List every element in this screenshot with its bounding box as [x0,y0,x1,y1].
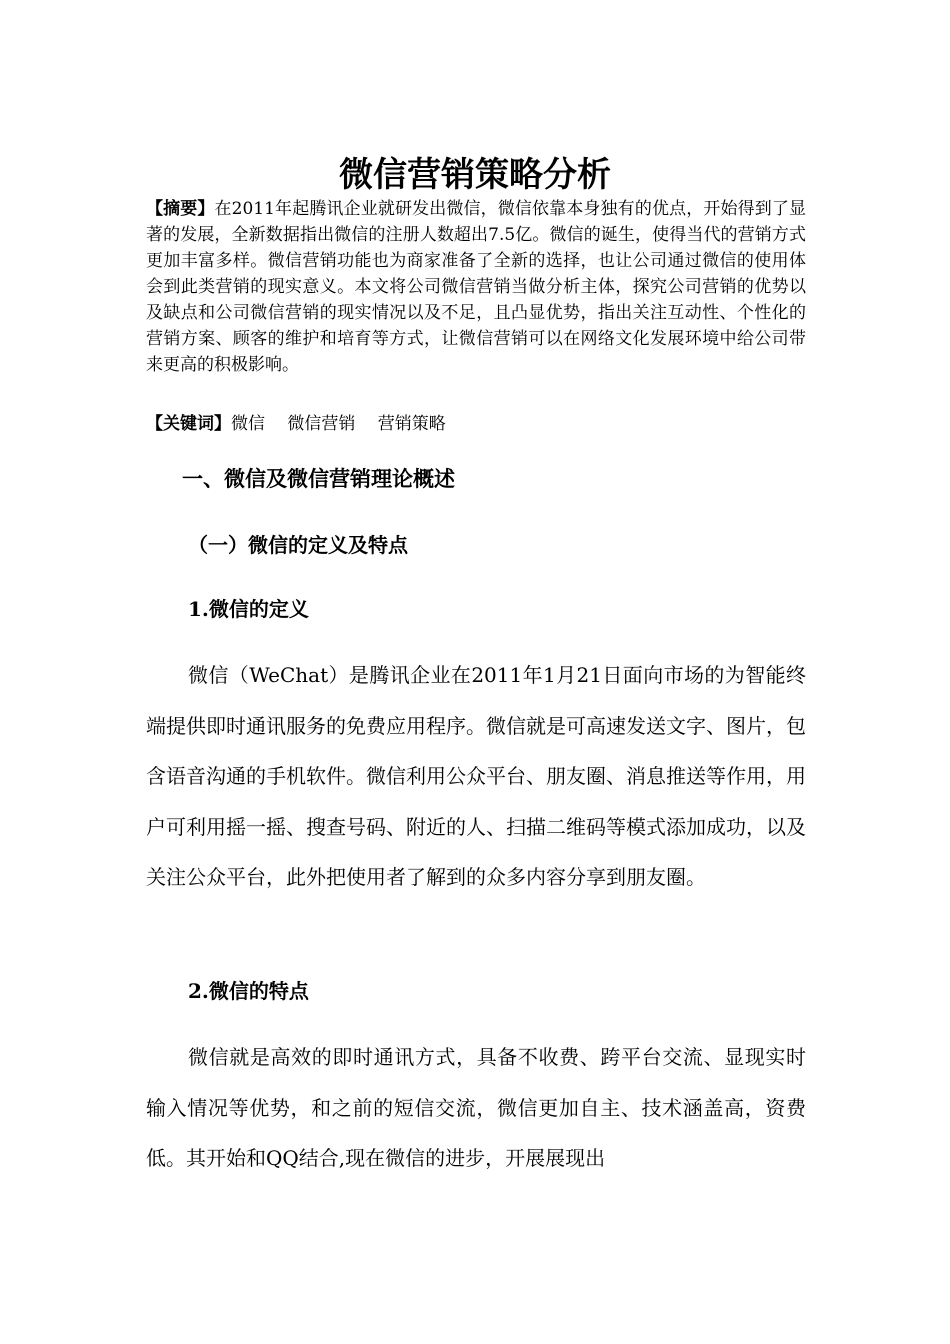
item-heading-features: 2.微信的特点 [188,979,309,1003]
features-paragraph: 微信就是高效的即时通讯方式，具备不收费、跨平台交流、显现实时输入情况等优势，和之前的短信交流，微信更加自主、技术涵盖高，资费低。其开始和QQ结合,现在微信的进步，开展展现出 [146,1045,806,1170]
abstract-text: 在2011年起腾讯企业就研发出微信，微信依靠本身独有的优点，开始得到了显著的发展，全新数据指出微信的注册人数超出7.5亿。微信的诞生，使得当代的营销方式更加丰富多样。微信营销功能也为商家准备了全新的选择，也让公司通过微信的使用体会到此类营销的现实意义。本文将公司微信营销当做分析主体，探究公司营销的优势以及缺点和公司微信营销的现实情况以及不足，且凸显优势，指出关注互动性、个性化的营销方案、顾客的维护和培育等方式，让微信营销可以在网络文化发展环境中给公司带来更高的积极影响。 [146,199,807,375]
subsection-heading: （一）微信的定义及特点 [188,533,408,557]
abstract-paragraph [146,196,806,378]
abstract-label: 【摘要】 [146,199,215,219]
keywords-label: 【关键词】 [146,414,231,434]
definition-paragraph: 微信（WeChat）是腾讯企业在2011年1月21日面向市场的为智能终端提供即时通讯服务的免费应用程序。微信就是可高速发送文字、图片，包含语音沟通的手机软件。微信利用公众平台、朋友圈、消息推送等作用，用户可利用摇一摇、搜查号码、附近的人、扫描二维码等模式添加成功，以及关注公众平台，此外把使用者了解到的众多内容分享到朋友圈。 [146,663,806,889]
document-title: 微信营销策略分析 [339,154,611,195]
section-heading: 一、微信及微信营销理论概述 [182,467,455,491]
keywords-line [146,411,806,437]
item-heading-definition: 1.微信的定义 [188,597,309,621]
keywords-text: 微信 微信营销 营销策略 [231,414,446,434]
